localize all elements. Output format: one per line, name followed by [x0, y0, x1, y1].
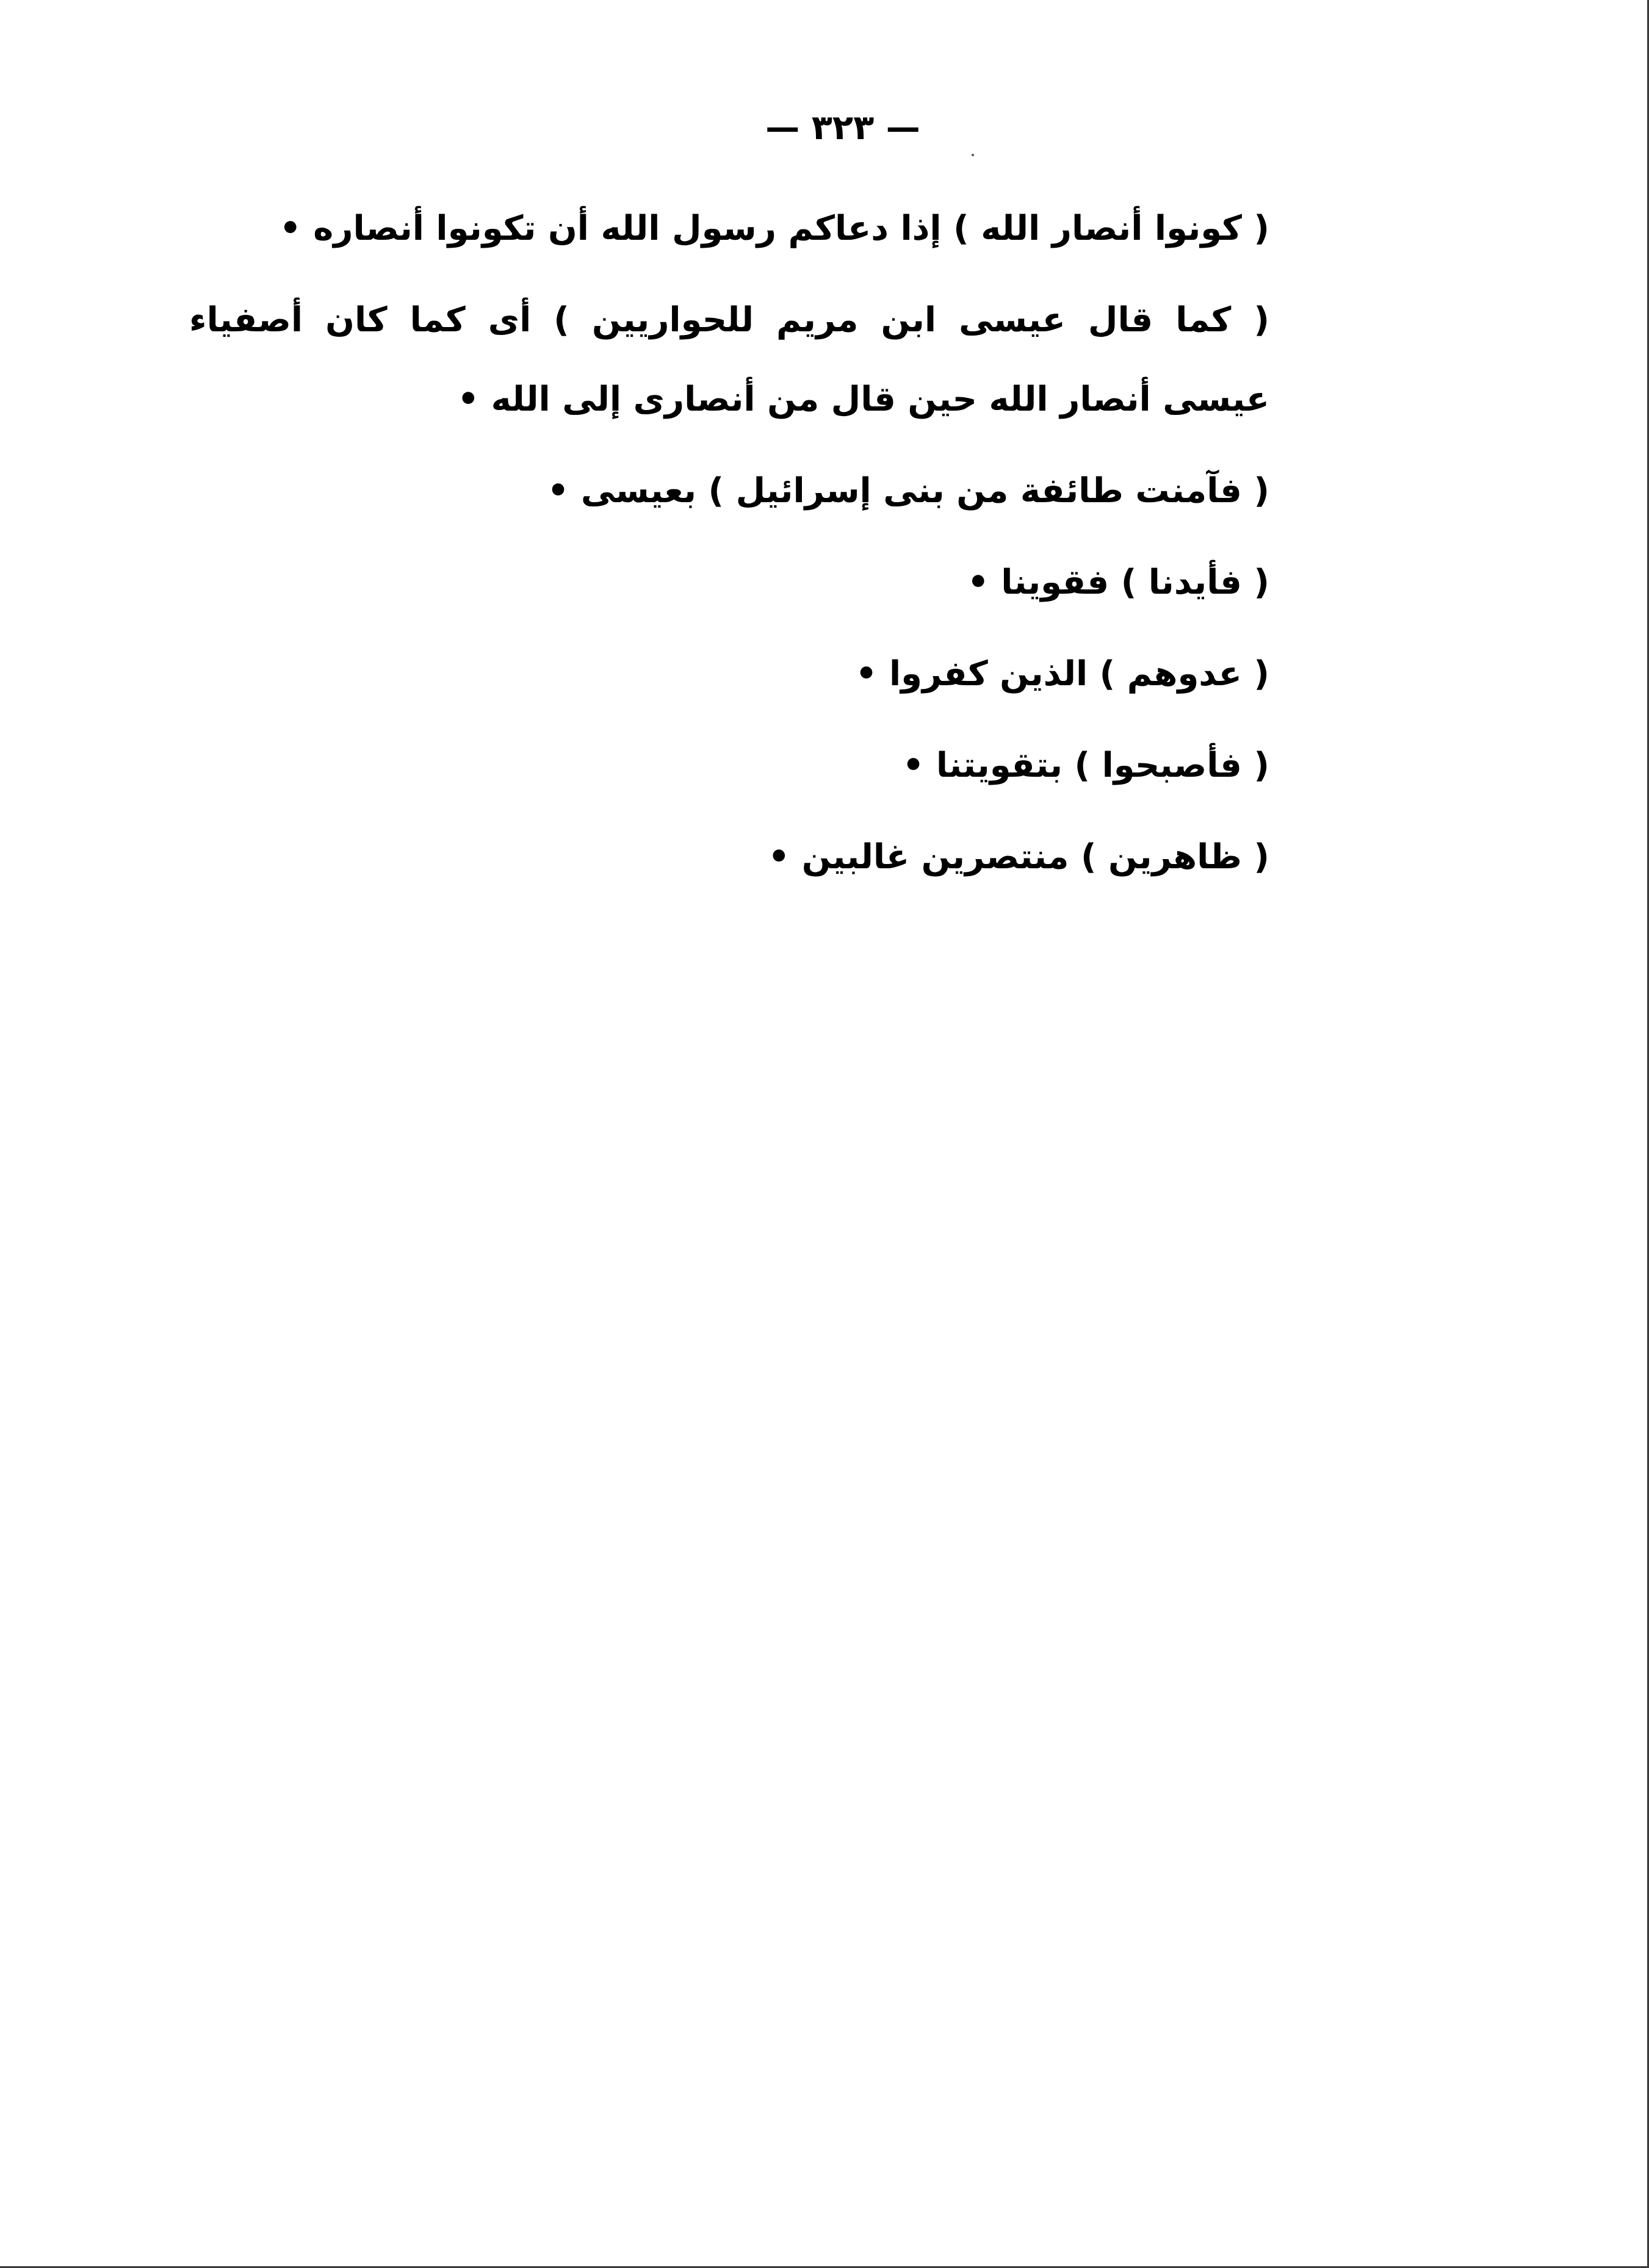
- paragraph-7: ( ظاهرين ) منتصرين غالبين •: [768, 837, 1269, 877]
- page-body: [189, 183, 1269, 903]
- paragraph-6: ( فأصبحوا ) بتقويتنا •: [902, 746, 1269, 785]
- page-number: — ٣٢٣ —: [765, 108, 920, 148]
- paragraph-1: ( كونوا أنصار الله ) إذا دعاكم رسول الله أن تكونوا أنصاره •: [279, 209, 1269, 248]
- scan-speck: [972, 154, 974, 156]
- paragraph-3: ( فآمنت طائفة من بنى إسرائيل ) بعيسى •: [547, 471, 1269, 511]
- paragraph-2: ( كما قال عيسى ابن مريم للحواريين ) أى كما كان أصفياء عيسى أنصار الله حين قال من أنصارى إلى الله •: [189, 300, 1269, 419]
- paragraph-5: ( عدوهم ) الذين كفروا •: [855, 654, 1269, 694]
- paragraph-4: ( فأيدنا ) فقوينا •: [967, 563, 1269, 602]
